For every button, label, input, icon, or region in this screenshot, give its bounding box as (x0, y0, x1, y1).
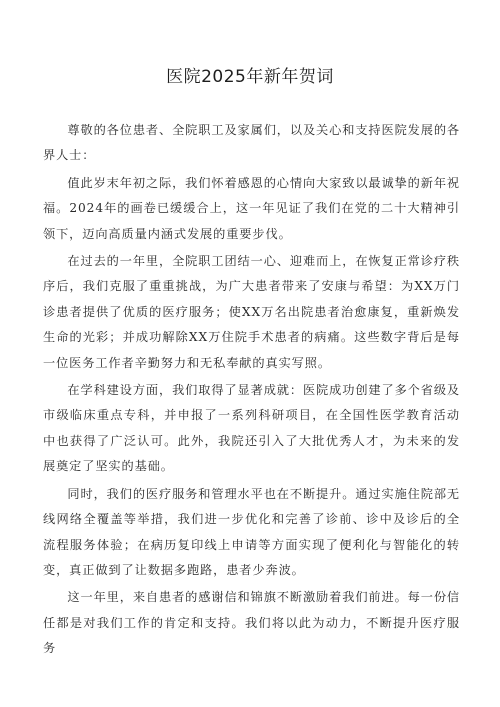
document-title: 医院2025年新年贺词 (166, 67, 334, 87)
document-body (43, 118, 460, 664)
gratitude-paragraph: 这一年里，来自患者的感谢信和锦旗不断激励着我们前进。每一份信任都是对我们工作的肯定和支持。我们将以此为动力，不断提升医疗服务 (43, 590, 461, 656)
discipline-paragraph: 在学科建设方面，我们取得了显著成就：医院成功创建了多个省级及市级临床重点专科，并申报了一系列科研项目，在全国性医学教育活动中也获得了广泛认可。此外，我院还引入了大批优秀人才，为未来的发展奠定了坚实的基础。 (43, 383, 461, 474)
service-paragraph: 同时，我们的医疗服务和管理水平也在不断提升。通过实施住院部无线网络全覆盖等举措，我们进一步优化和完善了诊前、诊中及诊后的全流程服务体验；在病历复印线上申请等方面实现了便利化与智能化的转变，真正做到了让数据多跑路，患者少奔波。 (43, 486, 461, 577)
salutation-paragraph: 尊敬的各位患者、全院职工及家属们，以及关心和支持医院发展的各界人士： (43, 123, 461, 163)
achievements-paragraph: 在过去的一年里，全院职工团结一心、迎难而上，在恢复正常诊疗秩序后，我们克服了重重挑战，为广大患者带来了安康与希望：为XX万门诊患者提供了优质的医疗服务；使XX万名出院患者治愈康复，重新焕发生命的光彩；并成功解除XX万住院手术患者的病痛。这些数字背后是每一位医务工作者辛勤努力和无私奉献的真实写照。 (43, 254, 461, 370)
greeting-paragraph: 值此岁末年初之际，我们怀着感恩的心情向大家致以最诚挚的新年祝福。2024年的画卷已缓缓合上，这一年见证了我们在党的二十大精神引领下，迈向高质量内涵式发展的重要步伐。 (43, 175, 461, 241)
